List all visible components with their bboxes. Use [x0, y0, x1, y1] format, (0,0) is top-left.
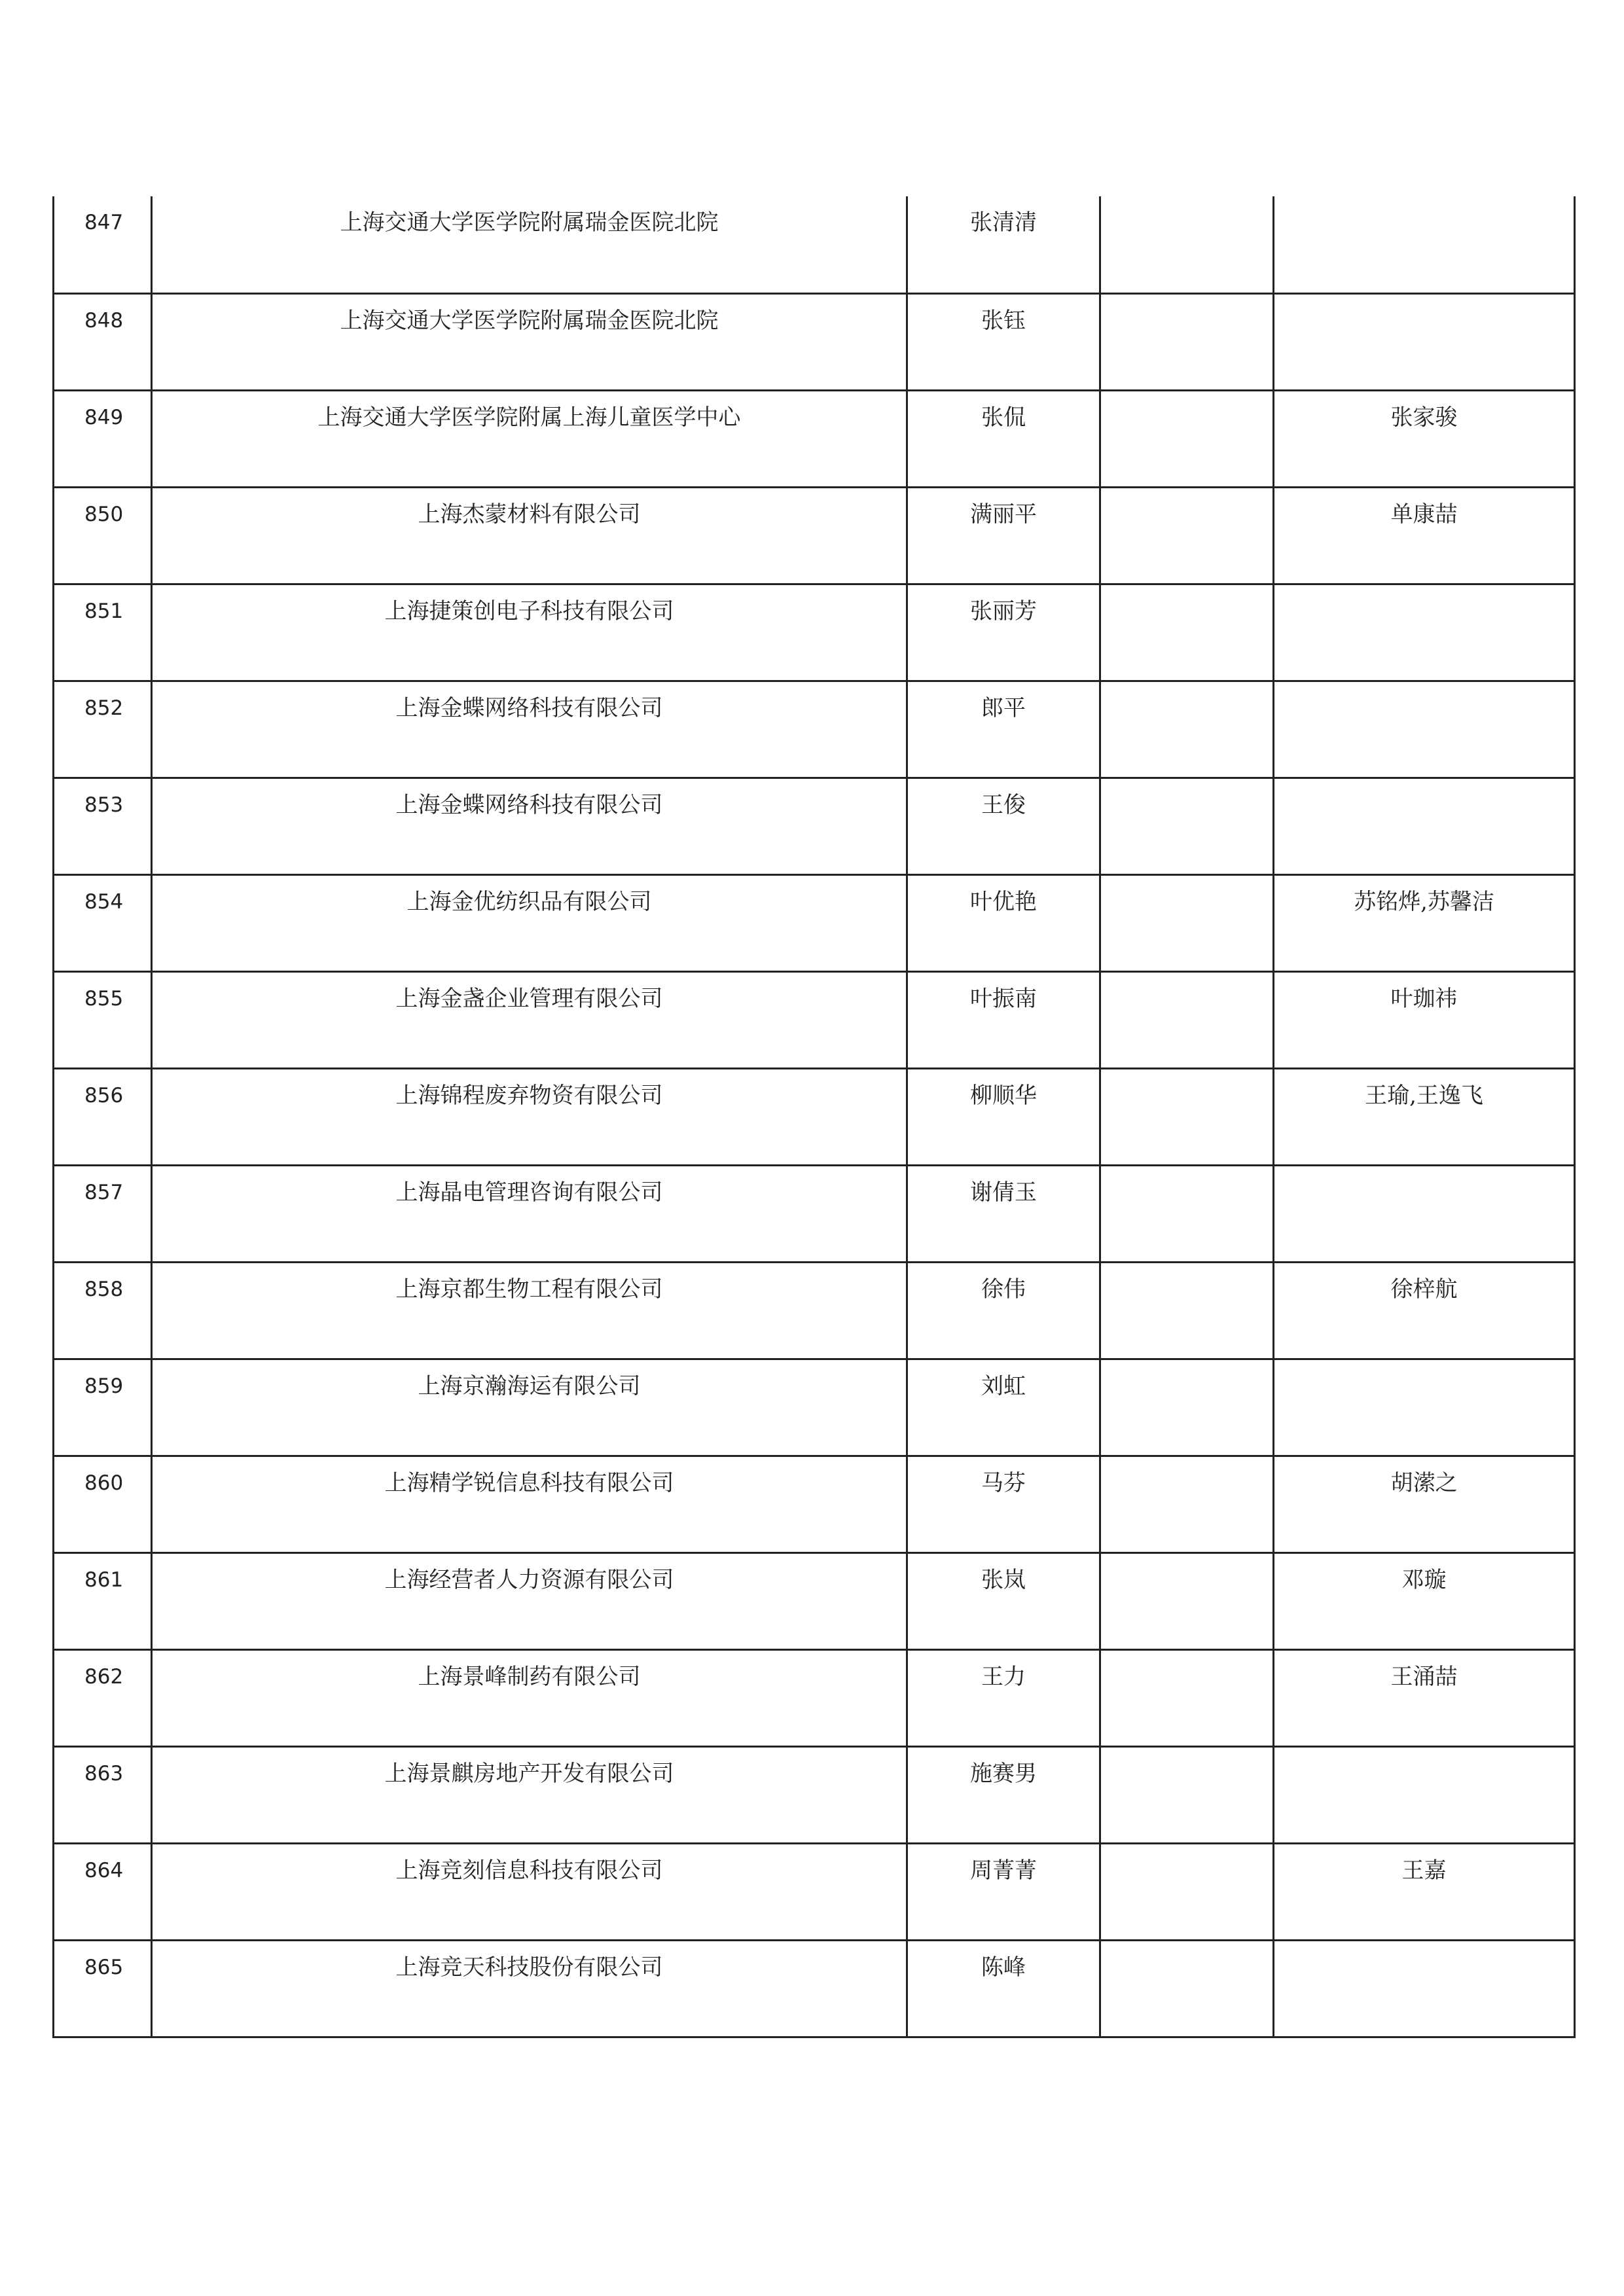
empty-cell [1100, 1456, 1274, 1552]
table-row [54, 1649, 1575, 1746]
roster-table-body [54, 196, 1575, 2037]
table-row [54, 874, 1575, 971]
empty-cell [1100, 1649, 1274, 1746]
organization-name: 上海金盏企业管理有限公司 [152, 971, 907, 1068]
person-name: 周菁菁 [907, 1843, 1100, 1940]
row-number: 851 [54, 584, 152, 681]
empty-cell [1100, 971, 1274, 1068]
person-name: 张岚 [907, 1552, 1100, 1649]
row-number: 847 [54, 196, 152, 293]
dependent-names: 邓璇 [1274, 1552, 1575, 1649]
table-row [54, 778, 1575, 874]
table-row [54, 1068, 1575, 1165]
row-number: 855 [54, 971, 152, 1068]
empty-cell [1100, 778, 1274, 874]
empty-cell [1100, 196, 1274, 293]
dependent-names: 张家骏 [1274, 390, 1575, 487]
organization-name: 上海交通大学医学院附属瑞金医院北院 [152, 196, 907, 293]
row-number: 854 [54, 874, 152, 971]
dependent-names [1274, 1165, 1575, 1262]
roster-table [52, 196, 1576, 2038]
organization-name: 上海金蝶网络科技有限公司 [152, 778, 907, 874]
empty-cell [1100, 390, 1274, 487]
person-name: 满丽平 [907, 487, 1100, 584]
organization-name: 上海锦程废弃物资有限公司 [152, 1068, 907, 1165]
row-number: 863 [54, 1746, 152, 1843]
person-name: 陈峰 [907, 1940, 1100, 2037]
table-row [54, 971, 1575, 1068]
organization-name: 上海金优纺织品有限公司 [152, 874, 907, 971]
table-row [54, 1456, 1575, 1552]
person-name: 谢倩玉 [907, 1165, 1100, 1262]
person-name: 刘虹 [907, 1359, 1100, 1456]
organization-name: 上海交通大学医学院附属上海儿童医学中心 [152, 390, 907, 487]
empty-cell [1100, 584, 1274, 681]
organization-name: 上海竞刻信息科技有限公司 [152, 1843, 907, 1940]
empty-cell [1100, 1552, 1274, 1649]
empty-cell [1100, 681, 1274, 778]
dependent-names: 王嘉 [1274, 1843, 1575, 1940]
organization-name: 上海捷策创电子科技有限公司 [152, 584, 907, 681]
person-name: 王力 [907, 1649, 1100, 1746]
person-name: 施赛男 [907, 1746, 1100, 1843]
table-row [54, 1552, 1575, 1649]
row-number: 858 [54, 1262, 152, 1359]
table-row [54, 1940, 1575, 2037]
row-number: 849 [54, 390, 152, 487]
row-number: 860 [54, 1456, 152, 1552]
person-name: 徐伟 [907, 1262, 1100, 1359]
empty-cell [1100, 1262, 1274, 1359]
person-name: 张清清 [907, 196, 1100, 293]
empty-cell [1100, 487, 1274, 584]
dependent-names: 叶珈祎 [1274, 971, 1575, 1068]
empty-cell [1100, 1940, 1274, 2037]
dependent-names: 胡潆之 [1274, 1456, 1575, 1552]
table-row [54, 1359, 1575, 1456]
row-number: 857 [54, 1165, 152, 1262]
row-number: 852 [54, 681, 152, 778]
table-row [54, 390, 1575, 487]
organization-name: 上海交通大学医学院附属瑞金医院北院 [152, 293, 907, 390]
empty-cell [1100, 1165, 1274, 1262]
organization-name: 上海杰蒙材料有限公司 [152, 487, 907, 584]
table-row [54, 196, 1575, 293]
table-row [54, 1843, 1575, 1940]
dependent-names: 王瑜,王逸飞 [1274, 1068, 1575, 1165]
dependent-names: 单康喆 [1274, 487, 1575, 584]
table-row [54, 293, 1575, 390]
organization-name: 上海京瀚海运有限公司 [152, 1359, 907, 1456]
organization-name: 上海经营者人力资源有限公司 [152, 1552, 907, 1649]
organization-name: 上海京都生物工程有限公司 [152, 1262, 907, 1359]
row-number: 862 [54, 1649, 152, 1746]
dependent-names [1274, 681, 1575, 778]
empty-cell [1100, 1359, 1274, 1456]
table-row [54, 584, 1575, 681]
person-name: 马芬 [907, 1456, 1100, 1552]
dependent-names [1274, 1359, 1575, 1456]
dependent-names [1274, 1940, 1575, 2037]
person-name: 张丽芳 [907, 584, 1100, 681]
organization-name: 上海景麒房地产开发有限公司 [152, 1746, 907, 1843]
table-row [54, 487, 1575, 584]
person-name: 张钰 [907, 293, 1100, 390]
person-name: 郎平 [907, 681, 1100, 778]
dependent-names [1274, 1746, 1575, 1843]
row-number: 848 [54, 293, 152, 390]
empty-cell [1100, 1843, 1274, 1940]
person-name: 叶振南 [907, 971, 1100, 1068]
row-number: 859 [54, 1359, 152, 1456]
empty-cell [1100, 1068, 1274, 1165]
row-number: 865 [54, 1940, 152, 2037]
person-name: 叶优艳 [907, 874, 1100, 971]
empty-cell [1100, 874, 1274, 971]
row-number: 861 [54, 1552, 152, 1649]
table-row [54, 1746, 1575, 1843]
organization-name: 上海竞天科技股份有限公司 [152, 1940, 907, 2037]
person-name: 张侃 [907, 390, 1100, 487]
table-row [54, 1262, 1575, 1359]
dependent-names: 苏铭烨,苏馨洁 [1274, 874, 1575, 971]
organization-name: 上海景峰制药有限公司 [152, 1649, 907, 1746]
person-name: 柳顺华 [907, 1068, 1100, 1165]
organization-name: 上海精学锐信息科技有限公司 [152, 1456, 907, 1552]
dependent-names [1274, 778, 1575, 874]
empty-cell [1100, 293, 1274, 390]
row-number: 864 [54, 1843, 152, 1940]
table-row [54, 1165, 1575, 1262]
row-number: 853 [54, 778, 152, 874]
dependent-names [1274, 196, 1575, 293]
row-number: 856 [54, 1068, 152, 1165]
empty-cell [1100, 1746, 1274, 1843]
organization-name: 上海晶电管理咨询有限公司 [152, 1165, 907, 1262]
row-number: 850 [54, 487, 152, 584]
dependent-names [1274, 584, 1575, 681]
dependent-names: 王涌喆 [1274, 1649, 1575, 1746]
organization-name: 上海金蝶网络科技有限公司 [152, 681, 907, 778]
table-row [54, 681, 1575, 778]
dependent-names: 徐梓航 [1274, 1262, 1575, 1359]
dependent-names [1274, 293, 1575, 390]
person-name: 王俊 [907, 778, 1100, 874]
